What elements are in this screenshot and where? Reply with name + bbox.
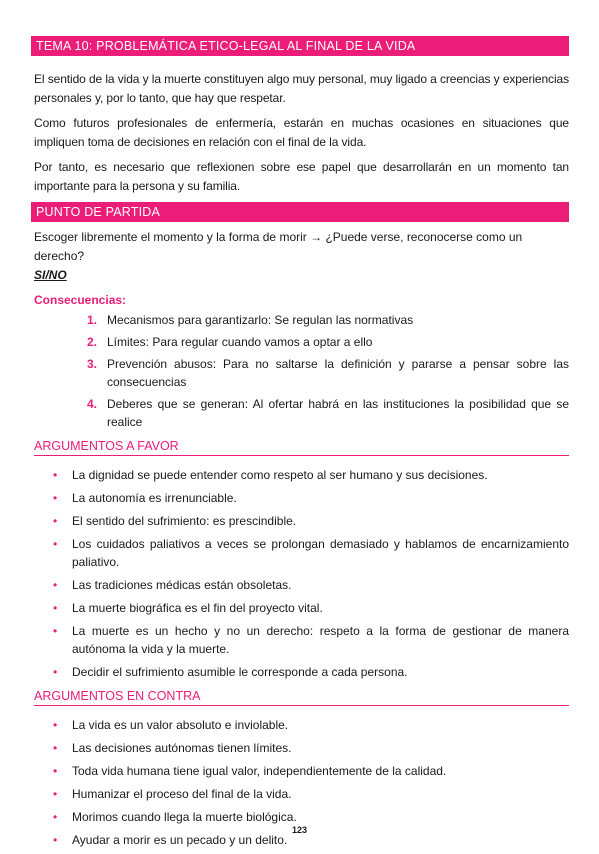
list-item <box>53 466 569 484</box>
bullet-icon: • <box>53 787 58 801</box>
item-text: Límites: Para regular cuando vamos a optar a ello <box>107 335 373 349</box>
arguments-for-heading: ARGUMENTOS A FAVOR <box>34 439 569 456</box>
bullet-icon: • <box>53 810 58 824</box>
bullet-icon: • <box>53 468 58 482</box>
item-text: La vida es un valor absoluto e inviolable. <box>72 718 289 732</box>
list-item <box>53 663 569 681</box>
bullet-icon: • <box>53 578 58 592</box>
intro-paragraph: Como futuros profesionales de enfermería, estarán en muchas ocasiones en situaciones que impliquen toma de decisiones en relación con el final de la vida. <box>34 116 569 149</box>
arguments-for-list <box>31 466 569 681</box>
intro-section <box>31 70 569 196</box>
list-item <box>87 395 569 431</box>
intro-paragraph: El sentido de la vida y la muerte constituyen algo muy personal, muy ligado a creencias y experiencias personales y, por lo tanto, que hay que respetar. <box>34 72 569 105</box>
list-item <box>87 355 569 391</box>
page-content <box>31 36 569 854</box>
bullet-icon: • <box>53 514 58 528</box>
bullet-icon: • <box>53 491 58 505</box>
chapter-title-banner: TEMA 10: PROBLEMÁTICA ETICO-LEGAL AL FINAL DE LA VIDA <box>31 36 569 56</box>
item-text: El sentido del sufrimiento: es prescindible. <box>72 514 297 528</box>
item-number: 1. <box>87 313 98 327</box>
item-text: La dignidad se puede entender como respeto al ser humano y sus decisiones. <box>72 468 488 482</box>
item-text: Las tradiciones médicas están obsoletas. <box>72 578 292 592</box>
item-number: 3. <box>87 357 98 371</box>
list-item <box>87 333 569 351</box>
punto-question <box>34 228 569 285</box>
item-text: Las decisiones autónomas tienen límites. <box>72 741 292 755</box>
list-item <box>53 622 569 658</box>
list-item <box>53 576 569 594</box>
item-text: Toda vida humana tiene igual valor, independientemente de la calidad. <box>72 764 447 778</box>
item-text: Mecanismos para garantizarlo: Se regulan las normativas <box>107 313 414 327</box>
bullet-icon: • <box>53 624 58 638</box>
item-text: Morimos cuando llega la muerte biológica. <box>72 810 297 824</box>
page-number: 123 <box>291 825 308 835</box>
question-text: Escoger libremente el momento y la forma de morir → ¿Puede verse, reconocerse como un derecho? <box>34 230 523 263</box>
si-no-answer: SI/NO <box>34 268 67 282</box>
bullet-icon: • <box>53 833 58 847</box>
item-text: Decidir el sufrimiento asumible le corresponde a cada persona. <box>72 665 408 679</box>
item-text: Los cuidados paliativos a veces se prolongan demasiado y hablamos de encarnizamiento paliativo. <box>72 537 569 569</box>
bullet-icon: • <box>53 741 58 755</box>
item-text: La autonomía es irrenunciable. <box>72 491 237 505</box>
list-item <box>87 311 569 329</box>
item-text: Deberes que se generan: Al ofertar habrá en las instituciones la posibilidad que se realice <box>107 397 569 429</box>
bullet-icon: • <box>53 537 58 551</box>
arguments-against-heading: ARGUMENTOS EN CONTRA <box>34 689 569 706</box>
consequences-heading: Consecuencias: <box>34 293 127 307</box>
list-item <box>53 716 569 734</box>
list-item <box>53 739 569 757</box>
bullet-icon: • <box>53 764 58 778</box>
bullet-icon: • <box>53 601 58 615</box>
intro-paragraph: Por tanto, es necesario que reflexionen sobre ese papel que desarrollarán en un momento tan importante para la persona y su familia. <box>34 160 569 193</box>
item-text: La muerte biográfica es el fin del proyecto vital. <box>72 601 323 615</box>
list-item <box>53 535 569 571</box>
bullet-icon: • <box>53 718 58 732</box>
item-text: Humanizar el proceso del final de la vida. <box>72 787 292 801</box>
list-item <box>53 762 569 780</box>
consequences-list <box>31 311 569 431</box>
list-item <box>53 489 569 507</box>
item-number: 4. <box>87 397 98 411</box>
list-item <box>53 808 569 826</box>
list-item <box>53 512 569 530</box>
item-text: Prevención abusos: Para no saltarse la definición y pararse a pensar sobre las consecuencias <box>107 357 569 389</box>
bullet-icon: • <box>53 665 58 679</box>
list-item <box>53 785 569 803</box>
item-text: Ayudar a morir es un pecado y un delito. <box>72 833 288 847</box>
item-number: 2. <box>87 335 98 349</box>
punto-de-partida-banner: PUNTO DE PARTIDA <box>31 202 569 222</box>
item-text: La muerte es un hecho y no un derecho: respeto a la forma de gestionar de manera autónoma la vida y la muerte. <box>72 624 569 656</box>
list-item <box>53 599 569 617</box>
